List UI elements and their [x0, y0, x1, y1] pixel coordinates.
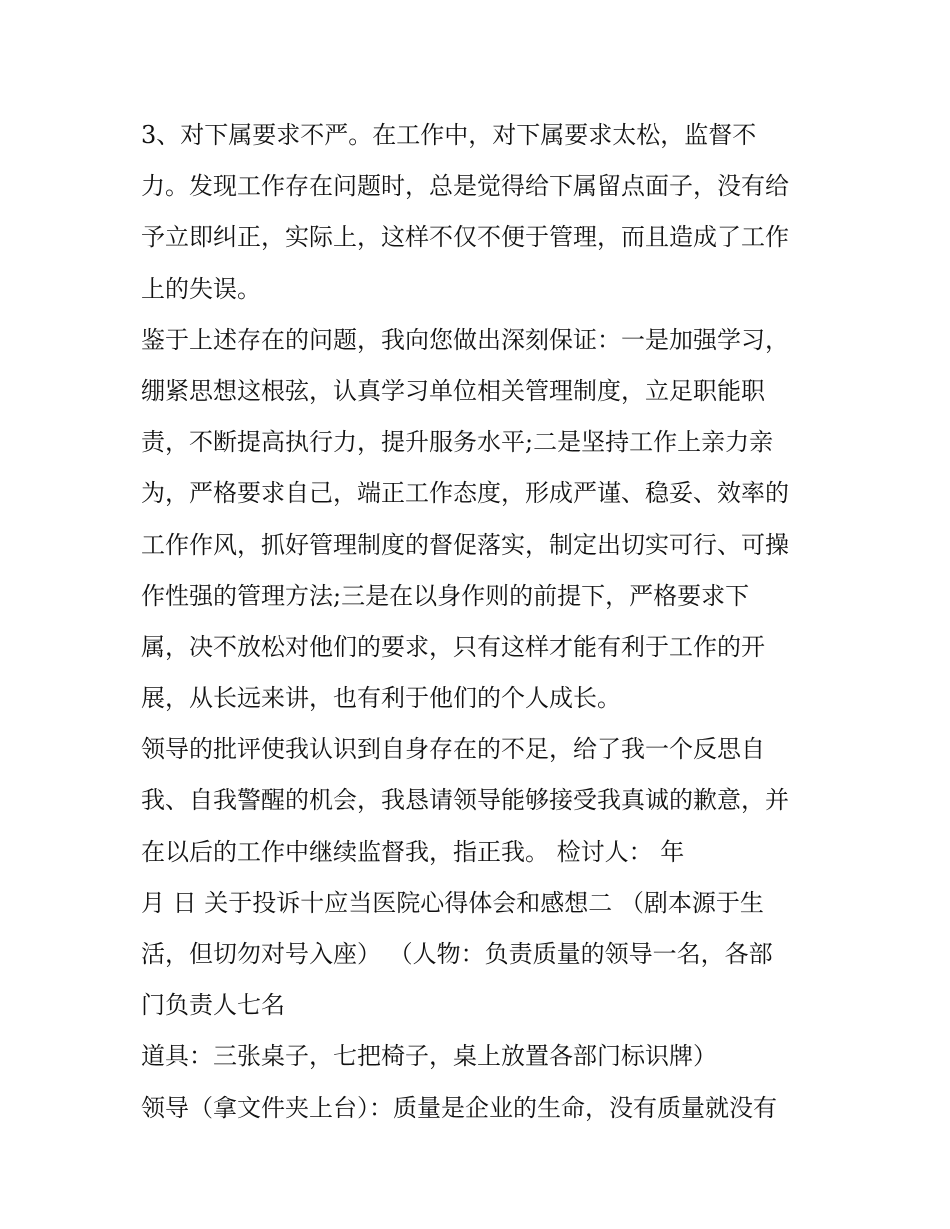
- text-line: 在以后的工作中继续监督我，指正我。 检讨人： 年: [141, 837, 685, 866]
- text-line: 活，但切勿对号入座） （人物：负责质量的领导一名，各部: [141, 940, 773, 968]
- text-line: 鉴于上述存在的问题，我向您做出深刻保证：一是加强学习，: [141, 325, 789, 354]
- text-line: 作性强的管理方法;三是在以身作则的前提下，严格要求下: [141, 581, 750, 610]
- text-line: 领导的批评使我认识到自身存在的不足，给了我一个反思自: [141, 735, 765, 764]
- text-line: 责，不断提高执行力，提升服务水平;二是坚持工作上亲力亲: [141, 428, 774, 457]
- text-line: 领导（拿文件夹上台）：质量是企业的生命，没有质量就没有: [141, 1093, 777, 1122]
- text-line: 为，严格要求自己，端正工作态度，形成严谨、稳妥、效率的: [141, 479, 789, 508]
- text-line: 道具：三张桌子，七把椅子，桌上放置各部门标识牌）: [141, 1042, 717, 1071]
- text-line: 3、对下属要求不严。在工作中，对下属要求太松，监督不: [141, 121, 757, 149]
- document-body: [141, 110, 821, 1134]
- text-line: 月 日 关于投诉十应当医院心得体会和感想二 （剧本源于生: [141, 888, 764, 917]
- text-line: 绷紧思想这根弦，认真学习单位相关管理制度，立足职能职: [141, 376, 765, 405]
- text-line: 我、自我警醒的机会，我恳请领导能够接受我真诚的歉意，并: [141, 786, 789, 815]
- text-line: 展，从长远来讲，也有利于他们的个人成长。: [141, 684, 621, 713]
- text-line: 力。发现工作存在问题时，总是觉得给下属留点面子，没有给: [141, 172, 789, 201]
- text-line: 属，决不放松对他们的要求，只有这样才能有利于工作的开: [141, 632, 765, 661]
- text-line: 上的失误。: [141, 274, 261, 303]
- text-line: 工作作风，抓好管理制度的督促落实，制定出切实可行、可操: [141, 530, 789, 559]
- text-line: 予立即纠正，实际上，这样不仅不便于管理，而且造成了工作: [141, 223, 789, 252]
- text-line: 门负责人七名: [141, 991, 285, 1020]
